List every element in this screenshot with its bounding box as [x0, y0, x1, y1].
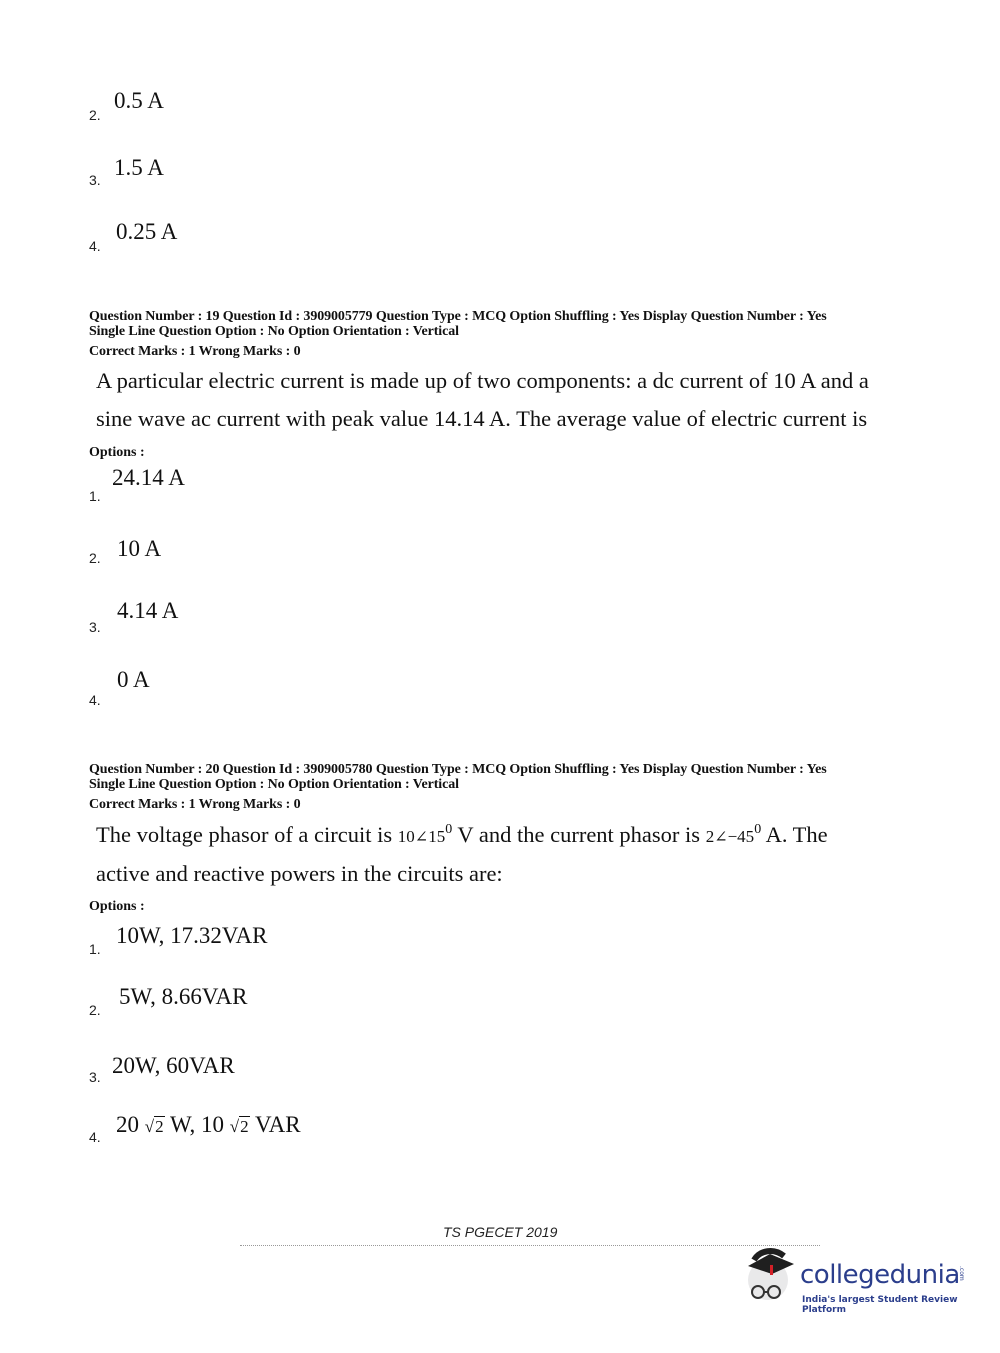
option-number: 2.: [89, 107, 101, 123]
degree-sup: 0: [754, 822, 762, 837]
option-number: 3.: [89, 172, 101, 188]
option-number: 3.: [89, 1069, 101, 1085]
option-text: 5W, 8.66VAR: [119, 984, 248, 1009]
logo-suffix: .com: [958, 1266, 965, 1281]
question-marks: Correct Marks : 1 Wrong Marks : 0: [89, 344, 301, 359]
option-text: 1.5 A: [114, 155, 164, 180]
option-text: 20W, 60VAR: [112, 1053, 235, 1078]
footer-divider: [240, 1245, 820, 1246]
sqrt-symbol: √2: [144, 1117, 164, 1136]
logo-wordmark: collegedunia: [800, 1260, 960, 1290]
option-text: 24.14 A: [112, 465, 185, 490]
option-number: 4.: [89, 1129, 101, 1145]
option-text: 0.25 A: [116, 219, 178, 244]
current-magnitude: 2: [705, 827, 715, 846]
option-number: 4.: [89, 692, 101, 708]
option-number: 2.: [89, 550, 101, 566]
option-text: [116, 1112, 301, 1138]
text-segment: The voltage phasor of a circuit is: [96, 822, 398, 847]
option-number: 1.: [89, 488, 101, 504]
question-meta-line2: Single Line Question Option : No Option Orientation : Vertical: [89, 324, 459, 339]
voltage-magnitude: 10: [397, 827, 415, 846]
footer-exam-title: TS PGECET 2019: [443, 1224, 558, 1240]
text-segment: V and the current phasor is: [457, 822, 706, 847]
angle-symbol: ∠: [414, 829, 429, 846]
logo-tagline: India's largest Student Review Platform: [802, 1295, 958, 1315]
options-label: Options :: [89, 899, 145, 914]
collegedunia-logo: [740, 1244, 970, 1320]
question-meta-line1: Question Number : 19 Question Id : 3909005779 Question Type : MCQ Option Shuffling : Yes Display Question Number : Yes: [89, 309, 827, 324]
question-meta-line2: Single Line Question Option : No Option Orientation : Vertical: [89, 777, 459, 792]
degree-sup: 0: [445, 822, 453, 837]
option-text: 0.5 A: [114, 88, 164, 113]
mascot-icon: [740, 1248, 800, 1308]
question-text-line2: sine wave ac current with peak value 14.14 A. The average value of electric current is: [96, 406, 868, 431]
option-text-part: VAR: [254, 1112, 301, 1137]
question-marks: Correct Marks : 1 Wrong Marks : 0: [89, 797, 301, 812]
radicand: 2: [240, 1117, 249, 1136]
question-text-line1: [96, 816, 828, 858]
radicand: 2: [155, 1117, 164, 1136]
option-number: 3.: [89, 619, 101, 635]
question-text-line2: active and reactive powers in the circuits are:: [96, 861, 503, 886]
option-text-part: W, 10: [169, 1112, 225, 1137]
option-text-part: 20: [116, 1112, 139, 1137]
voltage-angle: 15: [428, 827, 446, 846]
text-segment: A. The: [765, 822, 828, 847]
option-number: 4.: [89, 238, 101, 254]
option-number: 1.: [89, 941, 101, 957]
option-text: 4.14 A: [117, 598, 179, 623]
sqrt-symbol: √2: [229, 1117, 249, 1136]
option-text: 10 A: [117, 536, 162, 561]
question-text-line1: A particular electric current is made up of two components: a dc current of 10 A and a: [96, 368, 869, 393]
question-meta-line1: Question Number : 20 Question Id : 3909005780 Question Type : MCQ Option Shuffling : Yes Display Question Number : Yes: [89, 762, 827, 777]
options-label: Options :: [89, 445, 145, 460]
angle-symbol: ∠: [714, 829, 728, 846]
option-text: 0 A: [117, 667, 150, 692]
option-text: 10W, 17.32VAR: [116, 923, 268, 948]
option-number: 2.: [89, 1002, 101, 1018]
current-angle: −45: [727, 827, 755, 846]
